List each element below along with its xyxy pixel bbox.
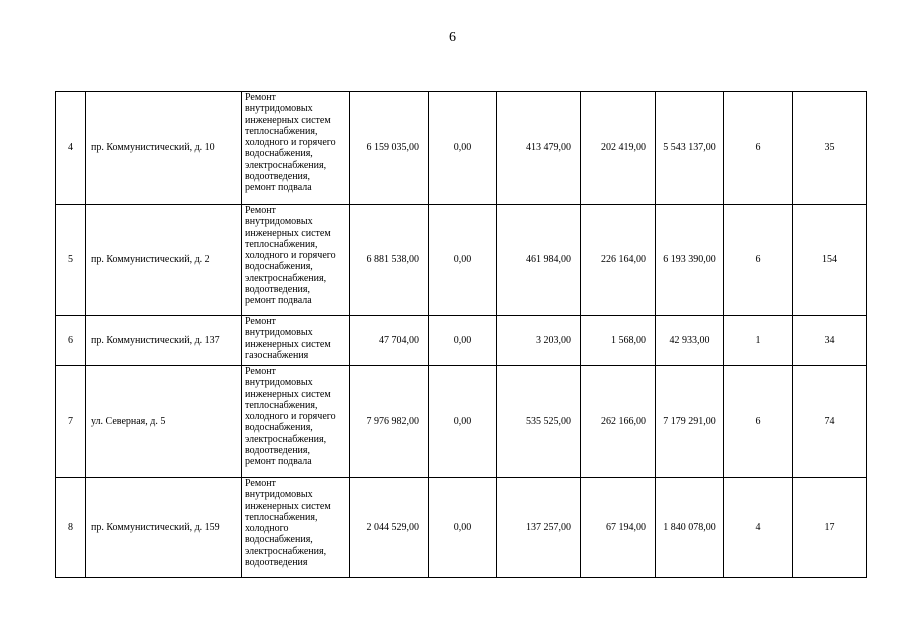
table-row [56,478,867,578]
value-cell: 34 [793,316,867,366]
value-cell: 7 179 291,00 [656,366,724,478]
row-number: 6 [56,316,86,366]
value-cell: 1 568,00 [581,316,656,366]
table-row [56,205,867,316]
value-cell: 1 840 078,00 [656,478,724,578]
value-cell: 226 164,00 [581,205,656,316]
page-number: 6 [449,30,456,45]
value-cell: 0,00 [429,205,497,316]
row-number: 8 [56,478,86,578]
value-cell: 74 [793,366,867,478]
total-cost-cell: 7 976 982,00 [350,366,429,478]
table-row [56,92,867,205]
value-cell: 461 984,00 [497,205,581,316]
work-type-cell: Ремонт внутридомовых инженерных систем теплоснабжения, холодного водоснабжения, электроснабжения, водоотведения [242,478,350,578]
work-type-cell: Ремонт внутридомовых инженерных систем теплоснабжения, холодного и горячего водоснабжения, электроснабжения, водоотведения, ремонт подвала [242,205,350,316]
row-number: 7 [56,366,86,478]
address-cell: ул. Северная, д. 5 [86,366,242,478]
value-cell: 4 [724,478,793,578]
value-cell: 0,00 [429,366,497,478]
value-cell: 154 [793,205,867,316]
row-number: 5 [56,205,86,316]
value-cell: 137 257,00 [497,478,581,578]
address-cell: пр. Коммунистический, д. 137 [86,316,242,366]
value-cell: 6 193 390,00 [656,205,724,316]
value-cell: 413 479,00 [497,92,581,205]
value-cell: 202 419,00 [581,92,656,205]
value-cell: 17 [793,478,867,578]
address-cell: пр. Коммунистический, д. 159 [86,478,242,578]
value-cell: 535 525,00 [497,366,581,478]
work-type-cell: Ремонт внутридомовых инженерных систем теплоснабжения, холодного и горячего водоснабжения, электроснабжения, водоотведения, ремонт подвала [242,366,350,478]
value-cell: 5 543 137,00 [656,92,724,205]
value-cell: 42 933,00 [656,316,724,366]
value-cell: 0,00 [429,316,497,366]
works-table [55,91,867,578]
value-cell: 3 203,00 [497,316,581,366]
total-cost-cell: 6 881 538,00 [350,205,429,316]
work-type-cell: Ремонт внутридомовых инженерных систем теплоснабжения, холодного и горячего водоснабжения, электроснабжения, водоотведения, ремонт подвала [242,92,350,205]
total-cost-cell: 2 044 529,00 [350,478,429,578]
total-cost-cell: 6 159 035,00 [350,92,429,205]
table-row [56,366,867,478]
value-cell: 6 [724,205,793,316]
value-cell: 67 194,00 [581,478,656,578]
address-cell: пр. Коммунистический, д. 2 [86,205,242,316]
value-cell: 6 [724,366,793,478]
value-cell: 0,00 [429,92,497,205]
value-cell: 262 166,00 [581,366,656,478]
value-cell: 35 [793,92,867,205]
total-cost-cell: 47 704,00 [350,316,429,366]
value-cell: 6 [724,92,793,205]
row-number: 4 [56,92,86,205]
value-cell: 0,00 [429,478,497,578]
table-row [56,316,867,366]
address-cell: пр. Коммунистический, д. 10 [86,92,242,205]
work-type-cell: Ремонт внутридомовых инженерных систем газоснабжения [242,316,350,366]
value-cell: 1 [724,316,793,366]
